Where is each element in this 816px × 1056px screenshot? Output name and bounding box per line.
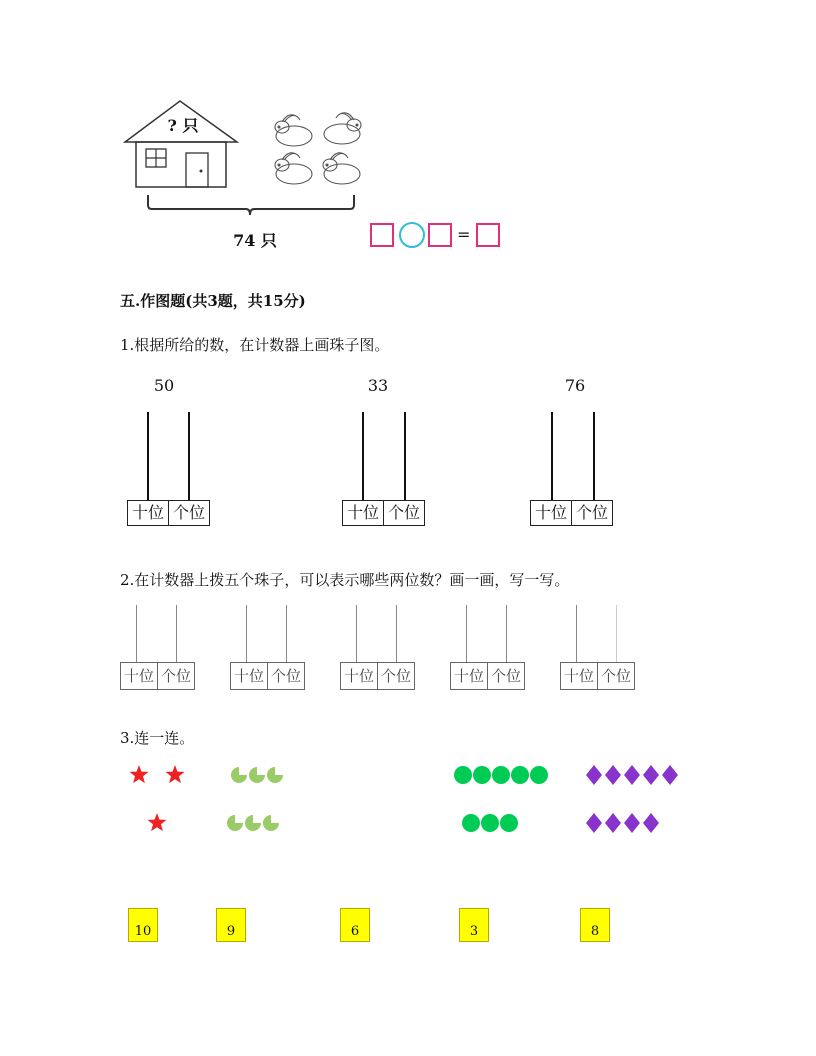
house-question-label: ? 只: [167, 116, 199, 135]
leaf-icon: [227, 815, 243, 831]
tens-label: 十位: [453, 667, 484, 685]
circle-icon: [462, 814, 480, 832]
diamond-group: [583, 811, 664, 835]
leaf-icon: [267, 767, 283, 783]
q3-text: 3.连一连。: [120, 729, 195, 747]
operator-circle[interactable]: [399, 222, 425, 248]
moon-icon: [377, 814, 386, 832]
ones-label: 个位: [377, 663, 414, 689]
star-group: [146, 811, 170, 835]
ones-rod: [176, 605, 177, 662]
circle-icon: [511, 766, 529, 784]
circle-icon: [473, 766, 491, 784]
circle-icon: [492, 766, 510, 784]
ones-rod: [404, 412, 406, 500]
circle-icon: [454, 766, 472, 784]
equals-sign: =: [457, 225, 471, 244]
moon-icon: [320, 814, 329, 832]
circle-icon: [454, 766, 472, 784]
leaf-icon: [263, 815, 279, 831]
leaf-icon: [263, 815, 279, 831]
tens-rod: [466, 605, 467, 662]
moon-icon: [320, 766, 329, 784]
star-group: [128, 763, 188, 787]
q1-number-3: 76: [564, 376, 586, 395]
tens-rod: [136, 605, 137, 662]
tens-rod: [362, 412, 364, 500]
diamond-icon: [662, 765, 678, 785]
q1-abacus-2-labels: [342, 500, 425, 526]
diamond-icon: [605, 813, 621, 833]
diamond-icon: [643, 813, 659, 833]
leaf-icon: [231, 767, 247, 783]
moon-icon: [339, 814, 348, 832]
star-icon: [165, 765, 184, 783]
star-icon: [147, 813, 166, 831]
q1-number-1: 50: [153, 376, 175, 395]
moon-group: [314, 811, 433, 835]
circle-icon: [530, 766, 548, 784]
moon-icon: [377, 766, 386, 784]
moon-icon: [339, 814, 348, 832]
number-card[interactable]: 3: [459, 908, 489, 942]
ones-rod: [286, 605, 287, 662]
q1-abacus-1-labels: [127, 500, 210, 526]
diamond-icon: [643, 813, 659, 833]
tens-rod: [246, 605, 247, 662]
circle-icon: [462, 814, 480, 832]
moon-icon: [377, 766, 386, 784]
number-card[interactable]: 8: [580, 908, 610, 942]
tens-rod: [147, 412, 149, 500]
moon-icon: [415, 814, 424, 832]
tens-rod: [551, 412, 553, 500]
circle-icon: [530, 766, 548, 784]
leaf-icon: [245, 815, 261, 831]
number-card[interactable]: 9: [216, 908, 246, 942]
moon-icon: [415, 766, 424, 784]
moon-icon: [377, 814, 386, 832]
ones-label: 个位: [597, 663, 634, 689]
answer-box-3[interactable]: [476, 223, 500, 247]
moon-icon: [358, 766, 367, 784]
leaf-icon: [249, 767, 265, 783]
ones-label: 个位: [267, 663, 304, 689]
q1-number-2: 33: [367, 376, 389, 395]
circle-icon: [500, 814, 518, 832]
diamond-icon: [605, 813, 621, 833]
ones-rod: [593, 412, 595, 500]
ones-label: 个位: [168, 501, 209, 525]
moon-icon: [396, 766, 405, 784]
circle-icon: [500, 814, 518, 832]
leaf-icon: [249, 767, 265, 783]
tens-label: 十位: [346, 503, 379, 522]
circle-icon: [481, 814, 499, 832]
leaf-icon: [267, 767, 283, 783]
moon-icon: [415, 814, 424, 832]
diamond-icon: [586, 813, 602, 833]
star-icon: [165, 765, 184, 783]
tens-label: 十位: [534, 503, 567, 522]
moon-icon: [358, 814, 367, 832]
moon-icon: [339, 766, 348, 784]
diamond-group: [583, 763, 683, 787]
q2-abacus-5-labels: [560, 662, 635, 690]
moon-group: [314, 763, 433, 787]
tens-rod: [356, 605, 357, 662]
answer-box-1[interactable]: [370, 223, 394, 247]
star-icon: [147, 813, 166, 831]
diamond-icon: [586, 765, 602, 785]
diamond-icon: [586, 813, 602, 833]
ones-rod: [506, 605, 507, 662]
diamond-icon: [624, 813, 640, 833]
tens-label: 十位: [123, 667, 154, 685]
star-icon: [129, 765, 148, 783]
circle-group: [452, 763, 552, 787]
moon-icon: [415, 766, 424, 784]
number-card[interactable]: 6: [340, 908, 370, 942]
ones-rod: [188, 412, 190, 500]
ones-label: 个位: [157, 663, 194, 689]
ones-label: 个位: [571, 501, 612, 525]
tens-label: 十位: [343, 667, 374, 685]
q2-text: 2.在计数器上拨五个珠子，可以表示哪些两位数？画一画，写一写。: [120, 571, 570, 589]
circle-group: [460, 811, 522, 835]
tens-label: 十位: [563, 667, 594, 685]
leaf-icon: [231, 767, 247, 783]
star-icon: [129, 765, 148, 783]
q1-abacus-3-labels: [530, 500, 613, 526]
circle-icon: [511, 766, 529, 784]
moon-icon: [320, 766, 329, 784]
q2-abacus-3-labels: [340, 662, 415, 690]
diamond-icon: [624, 765, 640, 785]
circle-icon: [481, 814, 499, 832]
leaf-icon: [227, 815, 243, 831]
number-card[interactable]: 10: [128, 908, 158, 942]
ones-rod: [616, 605, 617, 662]
moon-icon: [396, 814, 405, 832]
diamond-icon: [605, 765, 621, 785]
moon-icon: [358, 766, 367, 784]
circle-icon: [473, 766, 491, 784]
moon-icon: [339, 766, 348, 784]
ones-label: 个位: [487, 663, 524, 689]
moon-icon: [358, 814, 367, 832]
total-label: 74 只: [233, 231, 277, 250]
q2-abacus-4-labels: [450, 662, 525, 690]
moon-icon: [396, 766, 405, 784]
section-title: 五.作图题(共3题，共15分): [120, 292, 306, 310]
diamond-icon: [662, 765, 678, 785]
ones-label: 个位: [383, 501, 424, 525]
answer-box-2[interactable]: [428, 223, 452, 247]
q1-text: 1.根据所给的数，在计数器上画珠子图。: [120, 336, 390, 354]
moon-icon: [396, 814, 405, 832]
circle-icon: [492, 766, 510, 784]
diamond-icon: [624, 765, 640, 785]
tens-rod: [576, 605, 577, 662]
rabbits-icon: [270, 110, 370, 192]
diamond-icon: [643, 765, 659, 785]
leaf-group: [224, 811, 284, 835]
ones-rod: [396, 605, 397, 662]
diamond-icon: [605, 765, 621, 785]
diamond-icon: [643, 765, 659, 785]
leaf-group: [228, 763, 288, 787]
diamond-icon: [586, 765, 602, 785]
q2-abacus-2-labels: [230, 662, 305, 690]
diamond-icon: [624, 813, 640, 833]
moon-icon: [320, 814, 329, 832]
leaf-icon: [245, 815, 261, 831]
q2-abacus-1-labels: [120, 662, 195, 690]
equation-row: [370, 223, 510, 249]
tens-label: 十位: [233, 667, 264, 685]
tens-label: 十位: [131, 503, 164, 522]
